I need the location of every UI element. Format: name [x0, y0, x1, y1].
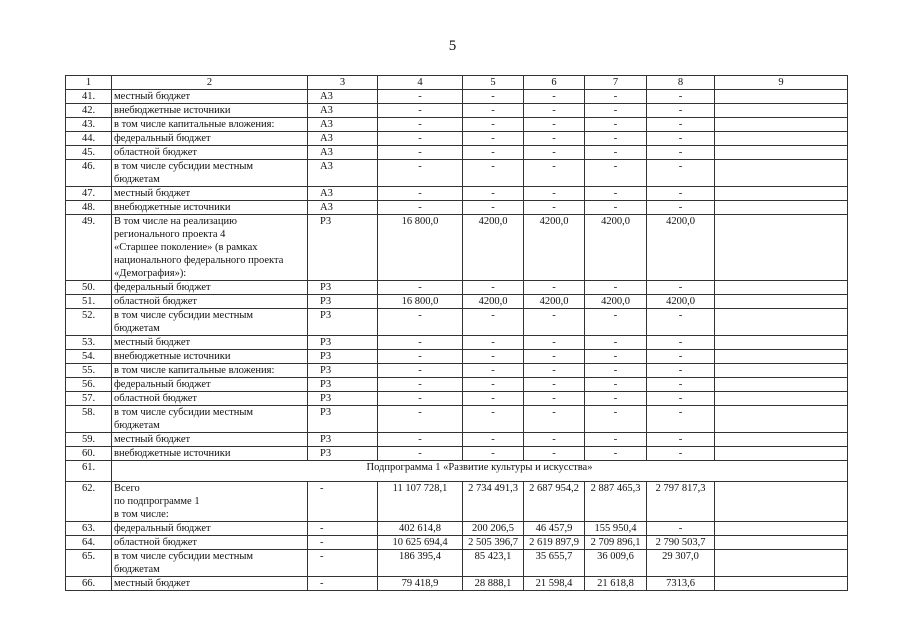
value-cell: 4200,0 [647, 295, 715, 309]
row-code-cell: А3 [308, 118, 378, 132]
row-code-cell: Р3 [308, 364, 378, 378]
value-cell: - [524, 160, 585, 187]
empty-cell [715, 378, 848, 392]
value-cell: - [463, 90, 524, 104]
row-code-cell: Р3 [308, 447, 378, 461]
value-cell: - [585, 201, 647, 215]
row-name-cell: местный бюджет [112, 187, 308, 201]
value-cell: - [524, 118, 585, 132]
value-cell: - [585, 146, 647, 160]
value-cell: 11 107 728,1 [378, 482, 463, 522]
value-cell: - [647, 146, 715, 160]
value-cell: - [524, 447, 585, 461]
value-cell: - [647, 336, 715, 350]
empty-cell [715, 350, 848, 364]
value-cell: - [585, 392, 647, 406]
value-cell: - [647, 132, 715, 146]
value-cell: - [585, 132, 647, 146]
row-number-cell: 61. [66, 461, 112, 482]
subprogram-row [66, 461, 848, 482]
empty-cell [715, 295, 848, 309]
row-number-cell: 44. [66, 132, 112, 146]
value-cell: - [378, 187, 463, 201]
value-cell: 200 206,5 [463, 522, 524, 536]
value-cell: - [378, 433, 463, 447]
empty-cell [715, 281, 848, 295]
value-cell: 16 800,0 [378, 215, 463, 281]
header-cell: 2 [112, 76, 308, 90]
value-cell: 79 418,9 [378, 577, 463, 591]
value-cell: 85 423,1 [463, 550, 524, 577]
value-cell: - [647, 522, 715, 536]
row-name-cell: внебюджетные источники [112, 201, 308, 215]
row-code-cell: Р3 [308, 406, 378, 433]
value-cell: - [585, 364, 647, 378]
table-row [66, 104, 848, 118]
row-code-cell: А3 [308, 104, 378, 118]
empty-cell [715, 364, 848, 378]
row-code-cell: А3 [308, 160, 378, 187]
value-cell: - [524, 104, 585, 118]
value-cell: 155 950,4 [585, 522, 647, 536]
row-code-cell: Р3 [308, 295, 378, 309]
value-cell: - [647, 118, 715, 132]
table-row [66, 447, 848, 461]
value-cell: - [378, 364, 463, 378]
row-name-cell: в том числе капитальные вложения: [112, 118, 308, 132]
row-name-cell: внебюджетные источники [112, 104, 308, 118]
value-cell: - [378, 350, 463, 364]
value-cell: - [463, 132, 524, 146]
row-name-cell: в том числе субсидии местным бюджетам [112, 406, 308, 433]
value-cell: - [647, 281, 715, 295]
value-cell: - [463, 309, 524, 336]
table-row [66, 132, 848, 146]
value-cell: 7313,6 [647, 577, 715, 591]
value-cell: - [647, 392, 715, 406]
table-header-row [66, 76, 848, 90]
row-number-cell: 41. [66, 90, 112, 104]
row-code-cell: А3 [308, 146, 378, 160]
row-number-cell: 54. [66, 350, 112, 364]
row-code-cell: Р3 [308, 392, 378, 406]
row-code-cell: - [308, 482, 378, 522]
value-cell: 4200,0 [647, 215, 715, 281]
table-row [66, 309, 848, 336]
row-name-cell: областной бюджет [112, 146, 308, 160]
value-cell: 2 619 897,9 [524, 536, 585, 550]
row-name-cell: областной бюджет [112, 295, 308, 309]
table-row [66, 281, 848, 295]
row-number-cell: 53. [66, 336, 112, 350]
value-cell: - [647, 309, 715, 336]
value-cell: - [378, 447, 463, 461]
value-cell: - [378, 118, 463, 132]
value-cell: 46 457,9 [524, 522, 585, 536]
value-cell: - [585, 406, 647, 433]
row-name-cell: федеральный бюджет [112, 522, 308, 536]
value-cell: - [378, 378, 463, 392]
value-cell: 4200,0 [463, 295, 524, 309]
row-number-cell: 45. [66, 146, 112, 160]
value-cell: - [378, 160, 463, 187]
row-name-cell: местный бюджет [112, 90, 308, 104]
table-row [66, 522, 848, 536]
row-number-cell: 50. [66, 281, 112, 295]
value-cell: 35 655,7 [524, 550, 585, 577]
header-cell: 8 [647, 76, 715, 90]
value-cell: - [585, 350, 647, 364]
value-cell: - [378, 132, 463, 146]
value-cell: 402 614,8 [378, 522, 463, 536]
row-name-cell: в том числе капитальные вложения: [112, 364, 308, 378]
value-cell: - [524, 146, 585, 160]
row-number-cell: 59. [66, 433, 112, 447]
value-cell: - [463, 433, 524, 447]
value-cell: - [524, 350, 585, 364]
value-cell: 2 797 817,3 [647, 482, 715, 522]
value-cell: - [585, 309, 647, 336]
value-cell: - [585, 187, 647, 201]
table-row [66, 392, 848, 406]
table-row [66, 350, 848, 364]
empty-cell [715, 482, 848, 522]
row-code-cell: А3 [308, 90, 378, 104]
empty-cell [715, 132, 848, 146]
table-row [66, 406, 848, 433]
value-cell: - [647, 104, 715, 118]
empty-cell [715, 118, 848, 132]
table-row [66, 550, 848, 577]
value-cell: - [463, 187, 524, 201]
value-cell: 4200,0 [463, 215, 524, 281]
table-row [66, 90, 848, 104]
header-cell: 4 [378, 76, 463, 90]
table-row [66, 201, 848, 215]
value-cell: - [647, 160, 715, 187]
table-row [66, 187, 848, 201]
value-cell: - [585, 160, 647, 187]
value-cell: 28 888,1 [463, 577, 524, 591]
value-cell: - [378, 336, 463, 350]
table-row [66, 364, 848, 378]
row-name-cell: Всего по подпрограмме 1 в том числе: [112, 482, 308, 522]
table-row [66, 378, 848, 392]
row-name-cell: в том числе субсидии местным бюджетам [112, 309, 308, 336]
table-row [66, 146, 848, 160]
empty-cell [715, 309, 848, 336]
value-cell: - [647, 447, 715, 461]
empty-cell [715, 447, 848, 461]
value-cell: - [378, 392, 463, 406]
value-cell: - [524, 336, 585, 350]
value-cell: 4200,0 [524, 295, 585, 309]
value-cell: 10 625 694,4 [378, 536, 463, 550]
row-number-cell: 57. [66, 392, 112, 406]
row-number-cell: 43. [66, 118, 112, 132]
empty-cell [715, 522, 848, 536]
table-row [66, 482, 848, 522]
value-cell: - [463, 336, 524, 350]
row-code-cell: А3 [308, 132, 378, 146]
empty-cell [715, 146, 848, 160]
row-name-cell: местный бюджет [112, 336, 308, 350]
header-cell: 7 [585, 76, 647, 90]
value-cell: 29 307,0 [647, 550, 715, 577]
empty-cell [715, 392, 848, 406]
value-cell: - [524, 378, 585, 392]
value-cell: - [647, 90, 715, 104]
page-number: 5 [448, 38, 457, 54]
empty-cell [715, 90, 848, 104]
value-cell: - [585, 118, 647, 132]
row-code-cell: - [308, 536, 378, 550]
table-row [66, 536, 848, 550]
row-number-cell: 51. [66, 295, 112, 309]
row-name-cell: местный бюджет [112, 433, 308, 447]
row-name-cell: внебюджетные источники [112, 350, 308, 364]
empty-cell [715, 550, 848, 577]
row-code-cell: Р3 [308, 336, 378, 350]
row-number-cell: 42. [66, 104, 112, 118]
value-cell: - [463, 378, 524, 392]
row-code-cell: Р3 [308, 433, 378, 447]
value-cell: - [378, 201, 463, 215]
value-cell: - [524, 132, 585, 146]
empty-cell [715, 187, 848, 201]
value-cell: 4200,0 [585, 215, 647, 281]
row-name-cell: в том числе субсидии местным бюджетам [112, 550, 308, 577]
value-cell: - [585, 378, 647, 392]
row-code-cell: Р3 [308, 281, 378, 295]
subprogram-title: Подпрограмма 1 «Развитие культуры и искусства» [112, 461, 848, 482]
value-cell: - [647, 187, 715, 201]
row-number-cell: 66. [66, 577, 112, 591]
table-row [66, 215, 848, 281]
value-cell: - [524, 201, 585, 215]
row-code-cell: Р3 [308, 378, 378, 392]
row-code-cell: А3 [308, 187, 378, 201]
value-cell: - [647, 433, 715, 447]
row-number-cell: 63. [66, 522, 112, 536]
value-cell: - [378, 104, 463, 118]
value-cell: - [463, 392, 524, 406]
value-cell: 21 598,4 [524, 577, 585, 591]
row-number-cell: 64. [66, 536, 112, 550]
value-cell: - [378, 146, 463, 160]
header-cell: 5 [463, 76, 524, 90]
value-cell: 4200,0 [524, 215, 585, 281]
row-number-cell: 52. [66, 309, 112, 336]
row-name-cell: областной бюджет [112, 392, 308, 406]
header-cell: 3 [308, 76, 378, 90]
value-cell: - [585, 90, 647, 104]
row-number-cell: 49. [66, 215, 112, 281]
value-cell: - [463, 118, 524, 132]
value-cell: 2 505 396,7 [463, 536, 524, 550]
row-number-cell: 56. [66, 378, 112, 392]
row-name-cell: В том числе на реализацию регионального проекта 4 «Старшее поколение» (в рамках национального федерального проекта «Демография»): [112, 215, 308, 281]
value-cell: - [378, 281, 463, 295]
value-cell: - [585, 433, 647, 447]
header-cell: 6 [524, 76, 585, 90]
empty-cell [715, 433, 848, 447]
value-cell: - [647, 201, 715, 215]
row-number-cell: 46. [66, 160, 112, 187]
value-cell: 16 800,0 [378, 295, 463, 309]
row-code-cell: Р3 [308, 309, 378, 336]
value-cell: - [463, 350, 524, 364]
row-name-cell: местный бюджет [112, 577, 308, 591]
value-cell: - [463, 160, 524, 187]
value-cell: - [463, 447, 524, 461]
value-cell: - [585, 336, 647, 350]
table-row [66, 336, 848, 350]
row-name-cell: федеральный бюджет [112, 281, 308, 295]
table-row [66, 433, 848, 447]
value-cell: - [647, 350, 715, 364]
value-cell: - [378, 406, 463, 433]
value-cell: 4200,0 [585, 295, 647, 309]
value-cell: - [524, 90, 585, 104]
row-code-cell: Р3 [308, 215, 378, 281]
value-cell: 186 395,4 [378, 550, 463, 577]
row-code-cell: - [308, 577, 378, 591]
row-number-cell: 48. [66, 201, 112, 215]
value-cell: 2 887 465,3 [585, 482, 647, 522]
row-name-cell: областной бюджет [112, 536, 308, 550]
row-name-cell: федеральный бюджет [112, 132, 308, 146]
empty-cell [715, 577, 848, 591]
value-cell: - [463, 201, 524, 215]
value-cell: - [463, 104, 524, 118]
value-cell: - [524, 433, 585, 447]
value-cell: - [524, 187, 585, 201]
header-cell: 9 [715, 76, 848, 90]
empty-cell [715, 215, 848, 281]
row-number-cell: 55. [66, 364, 112, 378]
empty-cell [715, 160, 848, 187]
empty-cell [715, 406, 848, 433]
value-cell: 36 009,6 [585, 550, 647, 577]
table-row [66, 160, 848, 187]
budget-table [65, 75, 848, 591]
row-number-cell: 47. [66, 187, 112, 201]
row-number-cell: 62. [66, 482, 112, 522]
empty-cell [715, 536, 848, 550]
value-cell: - [647, 406, 715, 433]
row-number-cell: 60. [66, 447, 112, 461]
table-row [66, 577, 848, 591]
empty-cell [715, 336, 848, 350]
row-name-cell: внебюджетные источники [112, 447, 308, 461]
row-number-cell: 58. [66, 406, 112, 433]
value-cell: - [524, 392, 585, 406]
row-code-cell: - [308, 522, 378, 536]
header-cell: 1 [66, 76, 112, 90]
value-cell: - [647, 378, 715, 392]
value-cell: - [524, 281, 585, 295]
value-cell: 2 687 954,2 [524, 482, 585, 522]
table-row [66, 295, 848, 309]
value-cell: - [463, 406, 524, 433]
value-cell: - [524, 406, 585, 433]
table-row [66, 118, 848, 132]
row-code-cell: Р3 [308, 350, 378, 364]
row-code-cell: А3 [308, 201, 378, 215]
value-cell: - [378, 309, 463, 336]
value-cell: 21 618,8 [585, 577, 647, 591]
row-name-cell: в том числе субсидии местным бюджетам [112, 160, 308, 187]
value-cell: - [463, 146, 524, 160]
value-cell: - [524, 364, 585, 378]
row-name-cell: федеральный бюджет [112, 378, 308, 392]
table-body [66, 76, 848, 591]
value-cell: - [585, 104, 647, 118]
value-cell: - [378, 90, 463, 104]
empty-cell [715, 104, 848, 118]
value-cell: 2 790 503,7 [647, 536, 715, 550]
value-cell: - [463, 364, 524, 378]
value-cell: - [463, 281, 524, 295]
value-cell: 2 709 896,1 [585, 536, 647, 550]
value-cell: - [647, 364, 715, 378]
value-cell: - [585, 281, 647, 295]
row-code-cell: - [308, 550, 378, 577]
value-cell: - [585, 447, 647, 461]
row-number-cell: 65. [66, 550, 112, 577]
value-cell: - [524, 309, 585, 336]
value-cell: 2 734 491,3 [463, 482, 524, 522]
empty-cell [715, 201, 848, 215]
